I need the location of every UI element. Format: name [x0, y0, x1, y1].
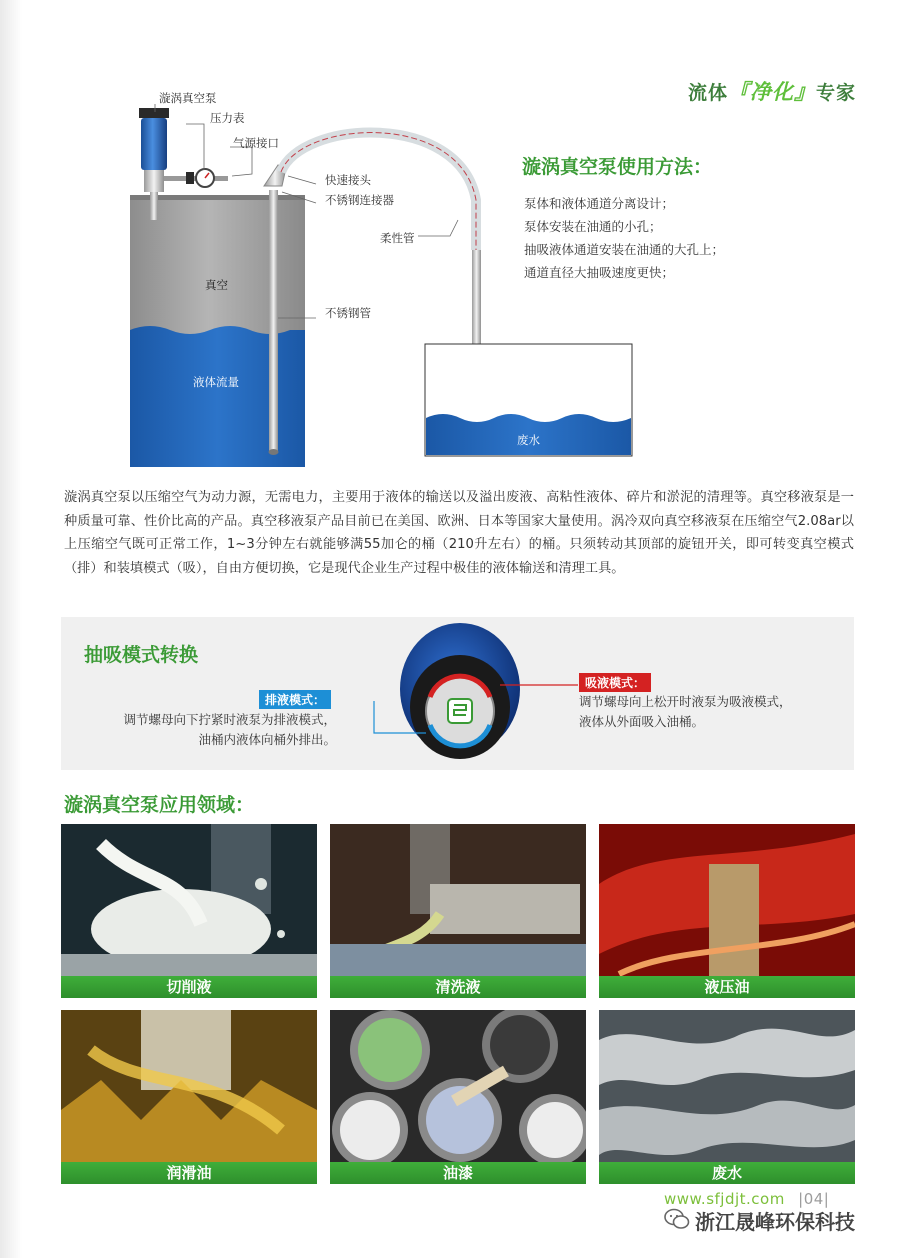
label-gauge: 压力表 — [210, 111, 245, 125]
mode-title: 抽吸模式转换 — [84, 644, 199, 666]
drum — [130, 195, 305, 467]
label-quick-connector: 快速接头 — [325, 173, 371, 187]
label-ss-pipe: 不锈钢管 — [325, 306, 371, 320]
knob-illustration — [330, 617, 590, 770]
brand-prefix: 流体 — [687, 82, 728, 104]
label-ss-connector: 不锈钢连接器 — [325, 193, 394, 207]
discharge-mode-desc — [80, 710, 336, 750]
app-tile-cutting-fluid — [61, 824, 317, 998]
pressure-gauge — [164, 169, 228, 187]
tile-caption: 润滑油 — [61, 1162, 317, 1184]
tile-caption: 清洗液 — [330, 976, 586, 998]
page-number: 04 — [803, 1190, 824, 1208]
app-tile-paint — [330, 1010, 586, 1184]
app-tile-cleaning-fluid — [330, 824, 586, 998]
usage-item: 抽吸液体通道安装在油通的大孔上； — [524, 242, 725, 257]
discharge-mode-tag: 排液模式： — [259, 690, 331, 709]
suction-mode-tag: 吸液模式： — [579, 673, 651, 692]
brand-highlight: 『净化』 — [727, 80, 816, 104]
suction-desc-line: 调节螺母向上松开时液泵为吸液模式， — [579, 694, 792, 709]
label-waste-water: 废水 — [517, 433, 540, 447]
tile-caption: 液压油 — [599, 976, 855, 998]
app-tile-hydraulic-oil — [599, 824, 855, 998]
hydraulic-oil-photo — [599, 824, 855, 998]
label-hose: 柔性管 — [380, 231, 415, 245]
brand-suffix: 专家 — [815, 82, 856, 104]
label-vacuum: 真空 — [205, 278, 228, 292]
usage-item: 通道直径大抽吸速度更快； — [524, 265, 675, 280]
label-liquid-flow: 液体流量 — [193, 375, 239, 389]
watermark-text: 浙江晟峰环保科技 — [695, 1210, 855, 1234]
paint-photo — [330, 1010, 586, 1184]
tile-caption: 切削液 — [61, 976, 317, 998]
app-tile-waste-water — [599, 1010, 855, 1184]
footer-separator: | — [798, 1190, 804, 1208]
waste-water-photo — [599, 1010, 855, 1184]
footer-url-text[interactable]: www.sfjdjt.com — [664, 1190, 785, 1208]
lubricating-oil-photo — [61, 1010, 317, 1184]
app-tile-lubricating-oil — [61, 1010, 317, 1184]
tile-caption: 废水 — [599, 1162, 855, 1184]
cutting-fluid-photo — [61, 824, 317, 998]
label-air-inlet: 气源接口 — [233, 136, 279, 150]
label-pump: 漩涡真空泵 — [159, 91, 217, 105]
steel-pipe — [269, 190, 278, 452]
brand-slogan — [688, 76, 856, 106]
usage-item: 泵体安装在油通的小孔； — [524, 219, 662, 234]
suction-desc-line: 液体从外面吸入油桶。 — [579, 714, 705, 729]
applications-title: 漩涡真空泵应用领域： — [64, 794, 255, 816]
cleaning-fluid-photo — [330, 824, 586, 998]
tile-caption: 油漆 — [330, 1162, 586, 1184]
usage-title: 漩涡真空泵使用方法： — [522, 156, 713, 178]
usage-list — [524, 192, 724, 284]
discharge-desc-line: 油桶内液体向桶外排出。 — [198, 732, 336, 747]
wechat-icon — [664, 1208, 690, 1230]
suction-mode-desc — [579, 692, 849, 732]
intro-paragraph: 漩涡真空泵以压缩空气为动力源，无需电力，主要用于液体的输送以及溢出废液、高粘性液体、碎片和淤泥的清理等。真空移液泵是一种质量可靠、性价比高的产品。真空移液泵产品目前已在美国、欧洲、日本等国家大量使用。涡冷双向真空移液泵在压缩空气2.08ar以上压缩空气既可正常工作，1~3分钟左右就能够满55加仑的桶（210升左右）的桶。只须转动其顶部的旋钮开关，即可转变真空模式（排）和装填模式（吸），自由方便切换，它是现代企业生产过程中极佳的液体输送和清理工具。 — [64, 490, 854, 576]
footer-separator: | — [823, 1190, 830, 1208]
discharge-desc-line: 调节螺母向下拧紧时液泵为排液模式， — [123, 712, 336, 727]
usage-item: 泵体和液体通道分离设计； — [524, 196, 675, 211]
